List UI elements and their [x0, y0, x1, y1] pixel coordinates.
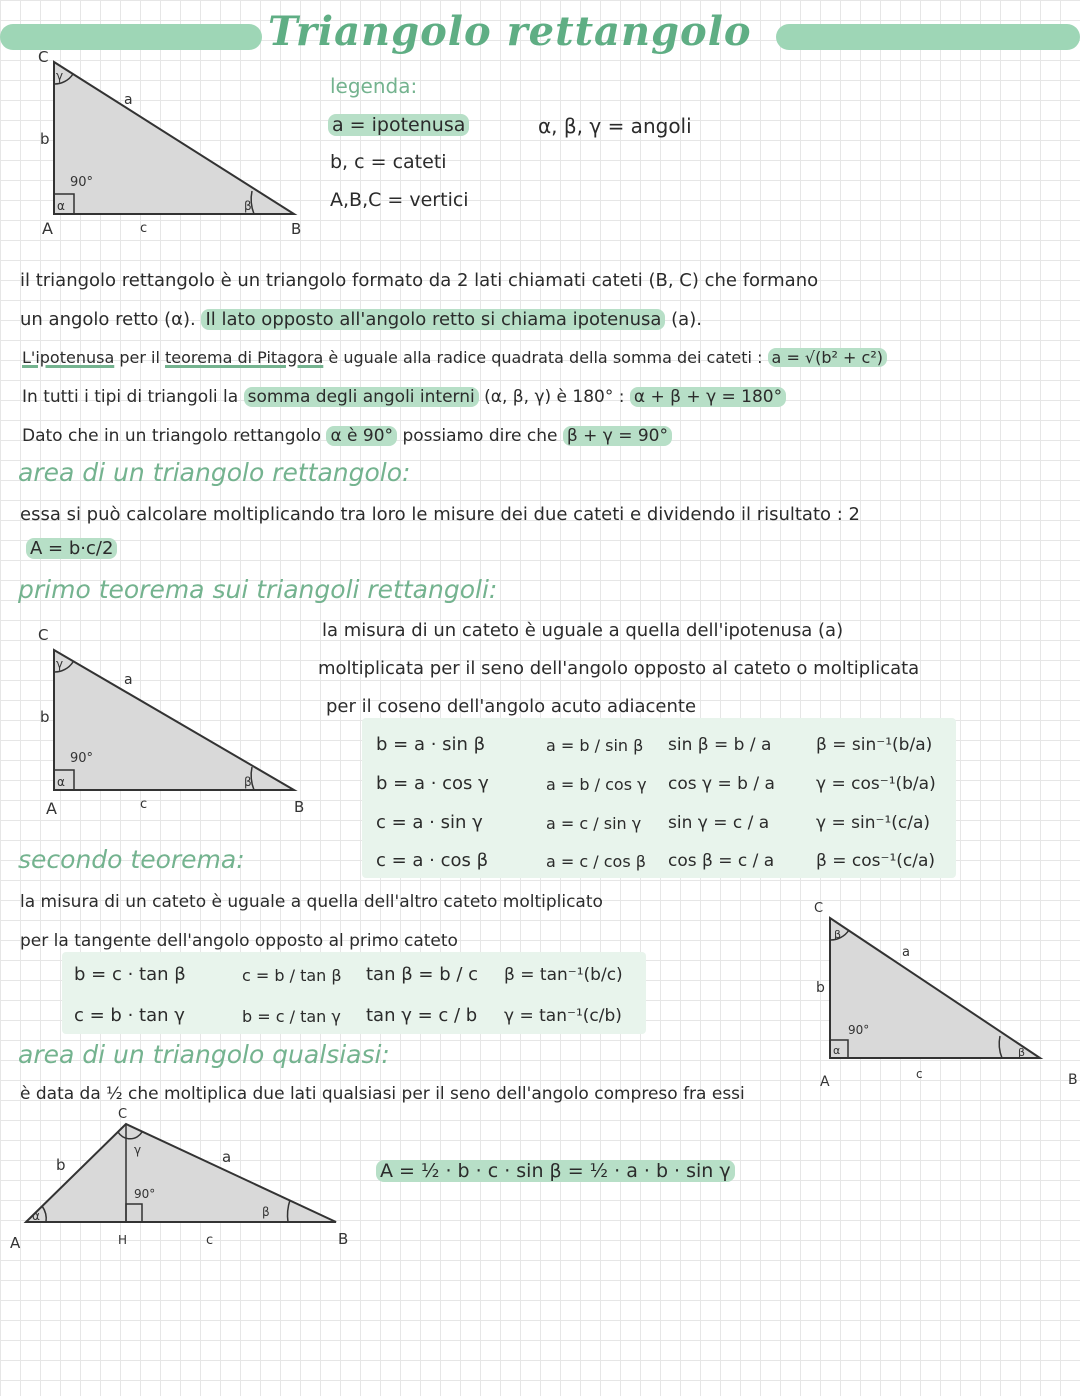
tri1-vertex-a: A	[42, 219, 53, 238]
gen-vertex-a: A	[10, 1234, 21, 1252]
tri1-vertex-b: B	[291, 220, 302, 238]
first-theorem-heading: primo teorema sui triangoli rettangoli:	[18, 575, 498, 604]
tri2-alpha: α	[57, 775, 65, 789]
ft-r2-c2: a = b / cos γ	[546, 775, 647, 794]
page-title: Triangolo rettangolo	[268, 8, 752, 55]
gen-vertex-b: B	[338, 1230, 349, 1248]
intro-line-3-highlight: teorema di Pitagora	[165, 348, 324, 367]
legend-item-hypotenuse	[328, 114, 469, 136]
intro-line-5	[22, 426, 672, 446]
intro-line-5-a: Dato che in un triangolo rettangolo	[22, 426, 322, 446]
st-r2-c2: b = c / tan γ	[242, 1007, 341, 1026]
second-theorem-text-1: la misura di un cateto è uguale a quella dell'altro cateto moltiplicato	[20, 892, 603, 912]
tri2-vertex-a: A	[46, 799, 57, 818]
pythagoras-formula: a = √(b² + c²)	[768, 348, 887, 367]
tri1-side-b: b	[40, 130, 50, 148]
tri3-right-angle: 90°	[848, 1023, 870, 1037]
gen-side-b: b	[56, 1156, 66, 1174]
st-r1-c2: c = b / tan β	[242, 966, 342, 985]
intro-line-2	[20, 309, 702, 330]
tri3-vertex-b: B	[1068, 1072, 1078, 1088]
ft-r4-c3: cos β = c / a	[668, 851, 775, 871]
ft-r2-c4: γ = cos⁻¹(b/a)	[816, 774, 936, 794]
tri3-vertex-a: A	[820, 1074, 830, 1090]
tri2-side-a: a	[124, 672, 133, 688]
title-bar-left	[0, 24, 262, 50]
tri2-side-c: c	[140, 797, 148, 812]
legend-heading: legenda:	[330, 74, 418, 98]
right-triangle-diagram-3	[806, 894, 1080, 1090]
st-r1-c4: β = tan⁻¹(b/c)	[504, 965, 623, 985]
gen-side-a: a	[222, 1148, 232, 1166]
intro-line-2-b: (a).	[671, 309, 702, 330]
st-r2-c3: tan γ = c / b	[366, 1005, 478, 1026]
area-any-formula-wrap	[376, 1160, 735, 1182]
intro-line-1: il triangolo rettangolo è un triangolo formato da 2 lati chiamati cateti (B, C) che formano	[20, 270, 819, 291]
tri1-gamma: γ	[56, 69, 64, 83]
area-any-text: è data da ½ che moltiplica due lati qualsiasi per il seno dell'angolo compreso fra essi	[20, 1084, 745, 1104]
tri1-beta: β	[244, 199, 252, 213]
tri3-beta-bottom: β	[1018, 1046, 1026, 1059]
intro-line-5-highlight-2: β + γ = 90°	[563, 426, 672, 446]
area-right-formula: A = b·c/2	[26, 538, 117, 559]
ft-r3-c3: sin γ = c / a	[668, 813, 770, 833]
ft-r3-c4: γ = sin⁻¹(c/a)	[816, 813, 931, 833]
ft-r2-c3: cos γ = b / a	[668, 774, 775, 794]
gen-beta: β	[262, 1205, 270, 1219]
right-triangle-diagram-1	[28, 48, 328, 243]
area-any-formula: A = ½ · b · c · sin β = ½ · a · b · sin γ	[376, 1160, 735, 1182]
ft-r3-c1: c = a · sin γ	[376, 812, 483, 833]
gen-gamma: γ	[134, 1143, 142, 1157]
second-theorem-heading: secondo teorema:	[18, 845, 245, 874]
tri1-right-angle: 90°	[70, 175, 94, 190]
st-r2-c4: γ = tan⁻¹(c/b)	[504, 1006, 622, 1026]
legend-item-legs: b, c = cateti	[330, 151, 447, 173]
first-theorem-text-1: la misura di un cateto è uguale a quella dell'ipotenusa (a)	[322, 620, 844, 641]
tri3-alpha: α	[833, 1044, 841, 1057]
legend-item-hypotenuse-text: a = ipotenusa	[328, 114, 469, 136]
gen-right-angle: 90°	[134, 1187, 156, 1201]
intro-line-5-b: possiamo dire che	[402, 426, 558, 446]
second-theorem-text-2: per la tangente dell'angolo opposto al primo cateto	[20, 931, 458, 951]
ft-r1-c2: a = b / sin β	[546, 736, 644, 755]
ft-r3-c2: a = c / sin γ	[546, 814, 642, 833]
intro-line-4	[22, 387, 786, 407]
tri3-vertex-c: C	[814, 901, 824, 916]
tri3-side-a: a	[902, 945, 910, 960]
angle-sum-formula: α + β + γ = 180°	[630, 387, 786, 407]
tri2-gamma: γ	[56, 657, 64, 671]
tri1-vertex-c: C	[38, 48, 49, 66]
gen-vertex-c: C	[118, 1107, 128, 1122]
ft-r4-c2: a = c / cos β	[546, 852, 646, 871]
tri1-alpha: α	[57, 199, 65, 213]
tri2-right-angle: 90°	[70, 751, 94, 766]
tri3-beta-top: β	[834, 928, 842, 941]
first-theorem-text-3: per il coseno dell'angolo acuto adiacente	[326, 696, 697, 717]
ft-r4-c4: β = cos⁻¹(c/a)	[816, 851, 936, 871]
intro-line-2-highlight: Il lato opposto all'angolo retto si chiama ipotenusa	[201, 309, 665, 330]
ft-r1-c3: sin β = b / a	[668, 735, 772, 755]
gen-foot-h: H	[118, 1233, 128, 1247]
area-right-heading: area di un triangolo rettangolo:	[18, 458, 411, 487]
area-right-formula-wrap	[26, 538, 117, 559]
gen-alpha: α	[32, 1209, 40, 1223]
tri3-side-b: b	[816, 980, 825, 996]
tri2-vertex-b: B	[294, 798, 305, 816]
tri2-beta: β	[244, 775, 252, 789]
title-bar-right	[776, 24, 1080, 50]
area-any-heading: area di un triangolo qualsiasi:	[18, 1040, 390, 1069]
ft-r4-c1: c = a · cos β	[376, 850, 489, 871]
general-triangle-diagram	[6, 1102, 366, 1252]
tri2-vertex-c: C	[38, 626, 49, 644]
ft-r1-c4: β = sin⁻¹(b/a)	[816, 735, 933, 755]
tri3-side-c: c	[916, 1067, 923, 1081]
st-r2-c1: c = b · tan γ	[74, 1005, 185, 1026]
intro-line-4-highlight: somma degli angoli interni	[244, 387, 479, 407]
right-triangle-diagram-2	[28, 622, 328, 822]
legend-item-vertices: A,B,C = vertici	[330, 189, 469, 211]
tri2-side-b: b	[40, 708, 50, 726]
ft-r1-c1: b = a · sin β	[376, 734, 486, 755]
intro-line-5-highlight-1: α è 90°	[326, 426, 397, 446]
intro-line-3-b: per il	[119, 348, 160, 367]
intro-line-3-a: L'ipotenusa	[22, 348, 115, 367]
intro-line-2-a: un angolo retto (α).	[20, 309, 196, 330]
legend-angles: α, β, γ = angoli	[538, 114, 692, 138]
intro-line-3	[22, 348, 887, 367]
area-right-text: essa si può calcolare moltiplicando tra loro le misure dei due cateti e dividendo il risultato : 2	[20, 504, 860, 525]
intro-line-4-b: (α, β, γ) è 180° :	[484, 387, 625, 407]
first-theorem-text-2: moltiplicata per il seno dell'angolo opposto al cateto o moltiplicata	[318, 658, 920, 679]
ft-r2-c1: b = a · cos γ	[376, 773, 489, 794]
intro-line-3-c: è uguale alla radice quadrata della somma dei cateti :	[328, 348, 763, 367]
gen-side-c: c	[206, 1233, 214, 1248]
tri1-side-c: c	[140, 221, 148, 236]
intro-line-4-a: In tutti i tipi di triangoli la	[22, 387, 239, 407]
st-r1-c1: b = c · tan β	[74, 964, 186, 985]
tri1-side-a: a	[124, 92, 133, 108]
st-r1-c3: tan β = b / c	[366, 964, 479, 985]
